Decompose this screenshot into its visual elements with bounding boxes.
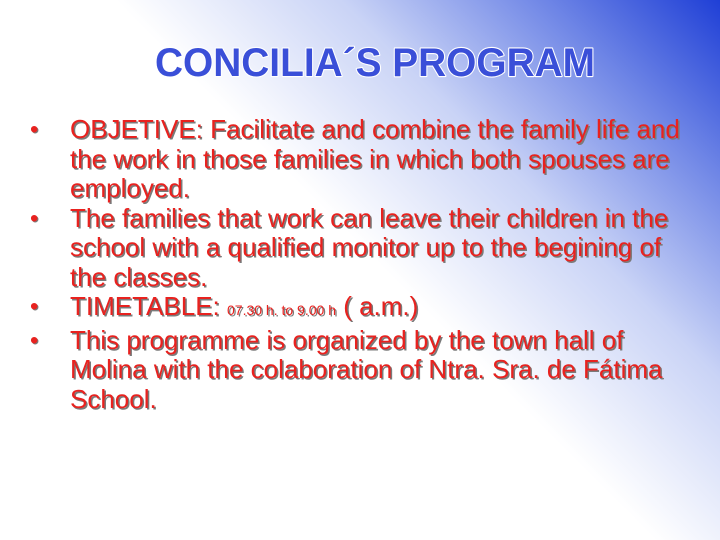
bullet-list	[24, 115, 704, 414]
bullet-text: TIMETABLE:	[70, 291, 227, 321]
bullet-item	[24, 326, 704, 415]
bullet-marker: •	[30, 116, 39, 143]
bullet-text: ( a.m.)	[335, 291, 419, 321]
bullet-marker: •	[30, 293, 39, 320]
bullet-text: The families that work can leave their children in the school with a qualified monitor up to the begining of the classes.	[70, 202, 669, 292]
bullet-item	[24, 115, 704, 204]
bullet-marker: •	[30, 326, 39, 354]
bullet-marker: •	[30, 204, 39, 232]
bullet-item	[24, 292, 704, 326]
bullet-text-small: 07.30 h. to 9.00 h	[227, 302, 336, 318]
bullet-text: This programme is organized by the town hall of Molina with the colaboration of Ntra. Sra. de Fátima School.	[70, 324, 663, 414]
bullet-item	[24, 204, 704, 293]
slide-title	[150, 26, 600, 90]
slide-title-text: CONCILIA´S PROGRAM	[155, 41, 595, 85]
bullet-text: OBJETIVE: Facilitate and combine the family life and the work in those families in which both spouses are employed.	[70, 114, 680, 203]
